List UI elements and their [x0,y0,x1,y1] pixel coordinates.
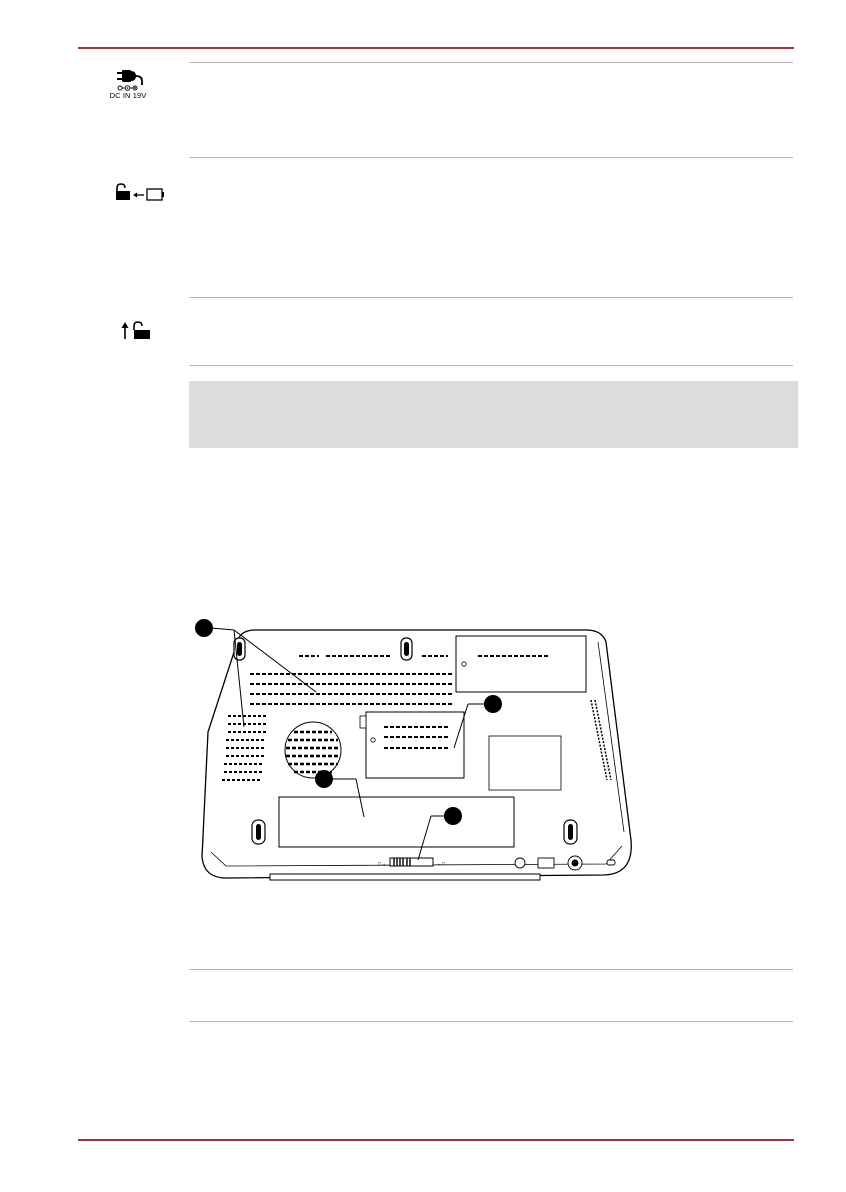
label-area [489,736,561,790]
arrow-up-lock-icon [120,320,160,340]
latch-left-label: □→ [377,861,386,867]
fan-grille [285,722,341,778]
footer-rule [78,1139,794,1141]
table-divider-6 [189,1021,793,1022]
table-divider-4 [189,365,793,366]
callout-2 [484,695,502,713]
header-rule [78,47,794,49]
dc-in-icon [109,67,147,100]
note-box [189,381,798,448]
unlock-arrow-battery-icon [114,183,178,201]
table-divider-5 [189,969,793,970]
table-divider-1 [189,62,793,63]
front-lip [270,874,540,880]
battery-release-latch-icon [114,183,178,201]
callout-4 [444,807,462,825]
latch-right-label: ←□ [437,861,446,867]
plug-icon [109,67,147,91]
battery-lock-icon [120,320,160,340]
top-right-cover [456,636,586,692]
callout-3 [315,770,333,788]
callout-1 [195,619,213,637]
computer-underside-figure [186,612,646,892]
table-divider-3 [189,297,793,298]
dc-in-label: DC IN 19V [109,91,147,100]
memory-cover [366,712,464,778]
table-divider-2 [189,157,793,158]
battery-pack [279,797,514,847]
